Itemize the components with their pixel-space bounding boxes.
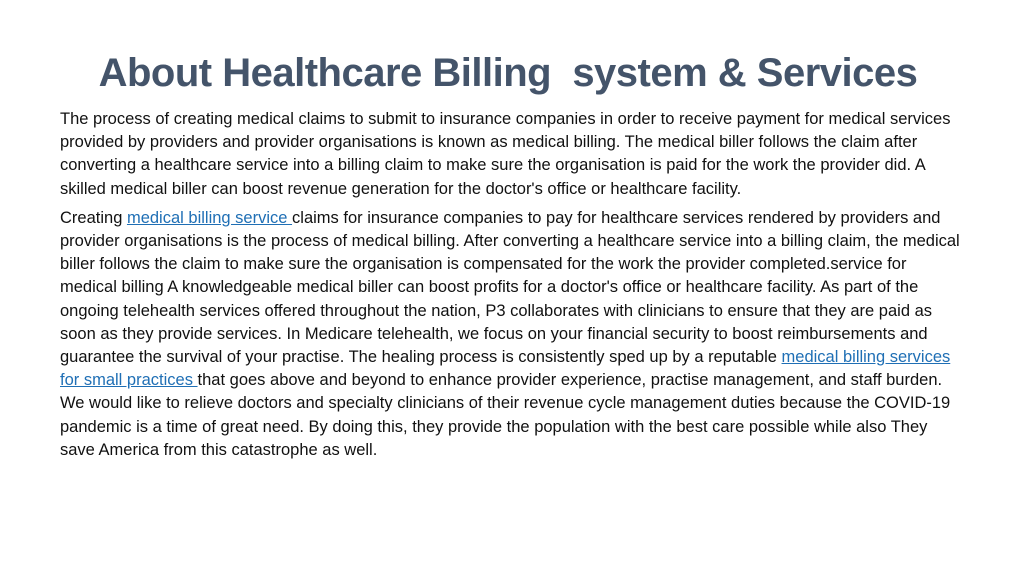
paragraph-2-outro: that goes above and beyond to enhance provider experience, practise management, and staff burden. We would like to relieve doctors and specialty clinicians of their revenue cycle management duties because the COVID-19 pandemic is a time of great need. By doing this, they provide the population with the best care possible while also They save America from this catastrophe as well.: [60, 371, 951, 459]
slide-body: [60, 108, 960, 468]
medical-billing-small-practices-link[interactable]: medical billing services for small practices: [60, 348, 951, 390]
slide-title: About Healthcare Billing system & Services: [98, 50, 918, 95]
medical-billing-service-link[interactable]: medical billing service: [126, 208, 293, 227]
paragraph-2-middle: claims for insurance companies to pay for healthcare services rendered by providers and provider organisations is the process of medical billing. After converting a healthcare service into a billing claim, the medical biller follows the claim to make sure the organisation is compensated for the work the provider completed.service for medical billing A knowledgeable medical biller can boost profits for a doctor's office or healthcare facility. As part of the ongoing telehealth services offered throughout the nation, P3 collaborates with clinicians to ensure that they are paid as soon as they provide services. In Medicare telehealth, we focus on your financial security to boost reimbursements and guarantee the survival of your practise. The healing process is consistently sped up by a reputable: [60, 208, 960, 367]
paragraph-2-intro: Creating: [60, 208, 127, 227]
paragraph-2: [60, 207, 960, 462]
paragraph-1: The process of creating medical claims to submit to insurance companies in order to receive payment for medical services provided by providers and provider organisations is known as medical billing. The medical biller follows the claim after converting a healthcare service into a billing claim to make sure the organisation is paid for the work the provider did. A skilled medical biller can boost revenue generation for the doctor's office or healthcare facility.: [60, 110, 951, 198]
